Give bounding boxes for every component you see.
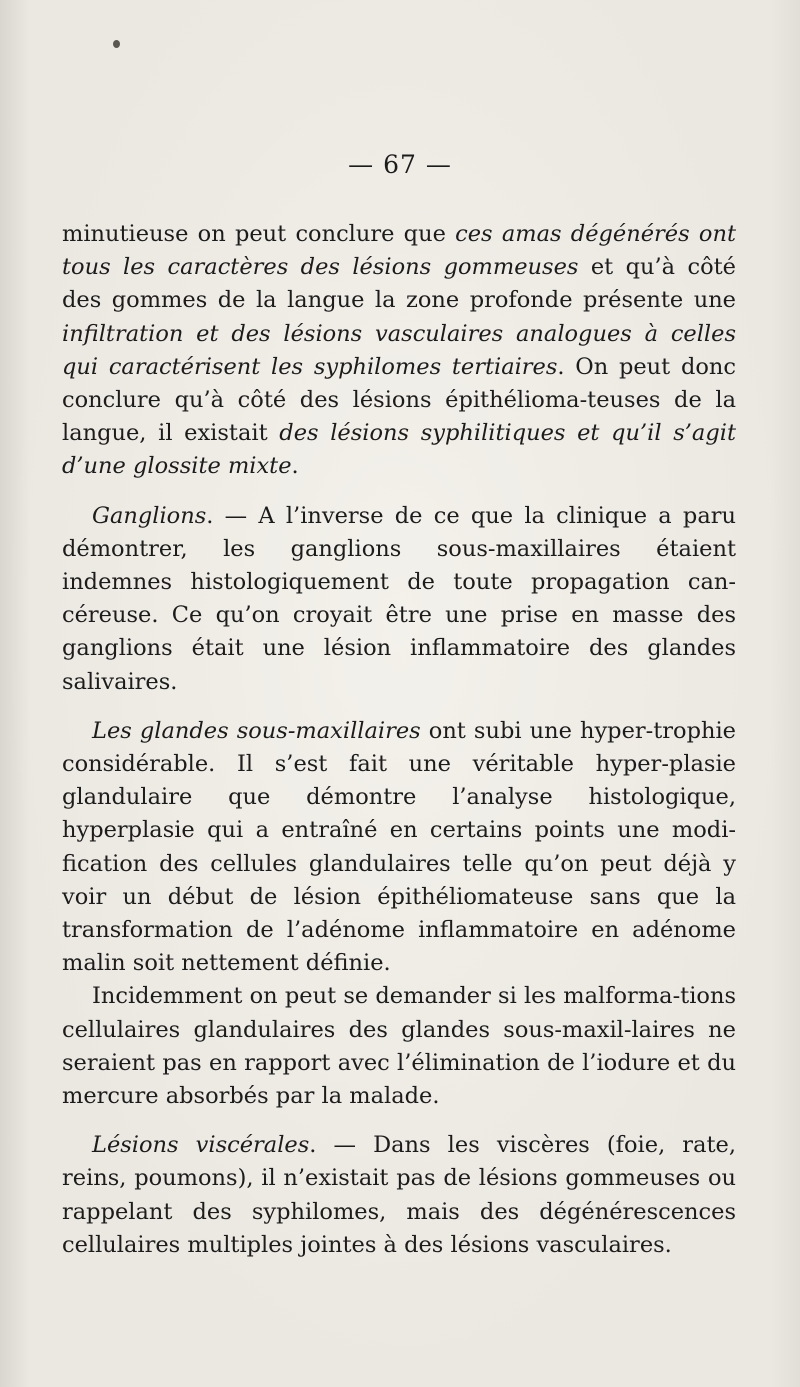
text-run: . — Dans les viscères (foie, rate, reins, poumons), il n’existait pas de lésions gommeuses ou rappelant des syphilomes, mais des dégénérescences cellulaires multiples jointes à des lésions vasculaires.	[62, 1132, 736, 1258]
text-run: Incidemment on peut se demander si les malforma-tions cellulaires glandulaires des glandes sous-maxil-laires ne seraient pas en rapport avec l’élimination de l’iodure et du mercure absorbés par la malade.	[62, 983, 736, 1110]
section-heading-ganglions: Ganglions	[92, 502, 207, 529]
paragraph-lesions-viscerales	[62, 1129, 736, 1262]
italic-run: des lésions syphilitiques et qu’il s’agit d’une glossite mixte	[62, 420, 736, 480]
italic-run: ces amas dégénérés ont tous les caractères des lésions gommeuses	[62, 221, 736, 281]
text-run: ont subi une hyper-trophie considérable. Il s’est fait une véritable hyper-plasie glandulaire que démontre l’analyse histologique, hyperplasie qui a entraîné en certains points une modi-fication des cellules glandulaires telle qu’on peut déjà y voir un début de lésion épithéliomateuse sans que la transformation de l’adénome inflammatoire en adénome malin soit nettement définie.	[62, 717, 736, 977]
section-heading-lesions: Lésions viscérales	[92, 1132, 310, 1159]
paragraph-conclusion	[62, 218, 736, 484]
section-heading-glandes: Les glandes sous-maxillaires	[92, 717, 421, 744]
italic-run: infiltration et des lésions vasculaires analogues à celles qui caractérisent les syphilomes tertiaires	[62, 320, 736, 380]
text-run: minutieuse on peut conclure que	[62, 221, 456, 247]
ink-spot	[113, 40, 120, 48]
text-run: .	[291, 453, 299, 480]
paragraph-ganglions	[62, 500, 736, 699]
text-run: . On peut donc conclure qu’à côté des lésions épithélioma-teuses de la langue, il existait	[62, 353, 736, 447]
text-run: . — A l’inverse de ce que la clinique a paru démontrer, les ganglions sous-maxillaires étaient indemnes histologiquement de toute propagation can-céreuse. Ce qu’on croyait être une prise en masse des ganglions était une lésion inflammatoire des glandes salivaires.	[62, 502, 736, 695]
page-body	[62, 218, 736, 1262]
text-run: et qu’à côté des gommes de la langue la zone profonde présente une	[62, 254, 736, 314]
page-number: — 67 —	[348, 150, 452, 179]
paragraph-incidemment	[62, 980, 736, 1113]
paragraph-glandes	[62, 715, 736, 981]
